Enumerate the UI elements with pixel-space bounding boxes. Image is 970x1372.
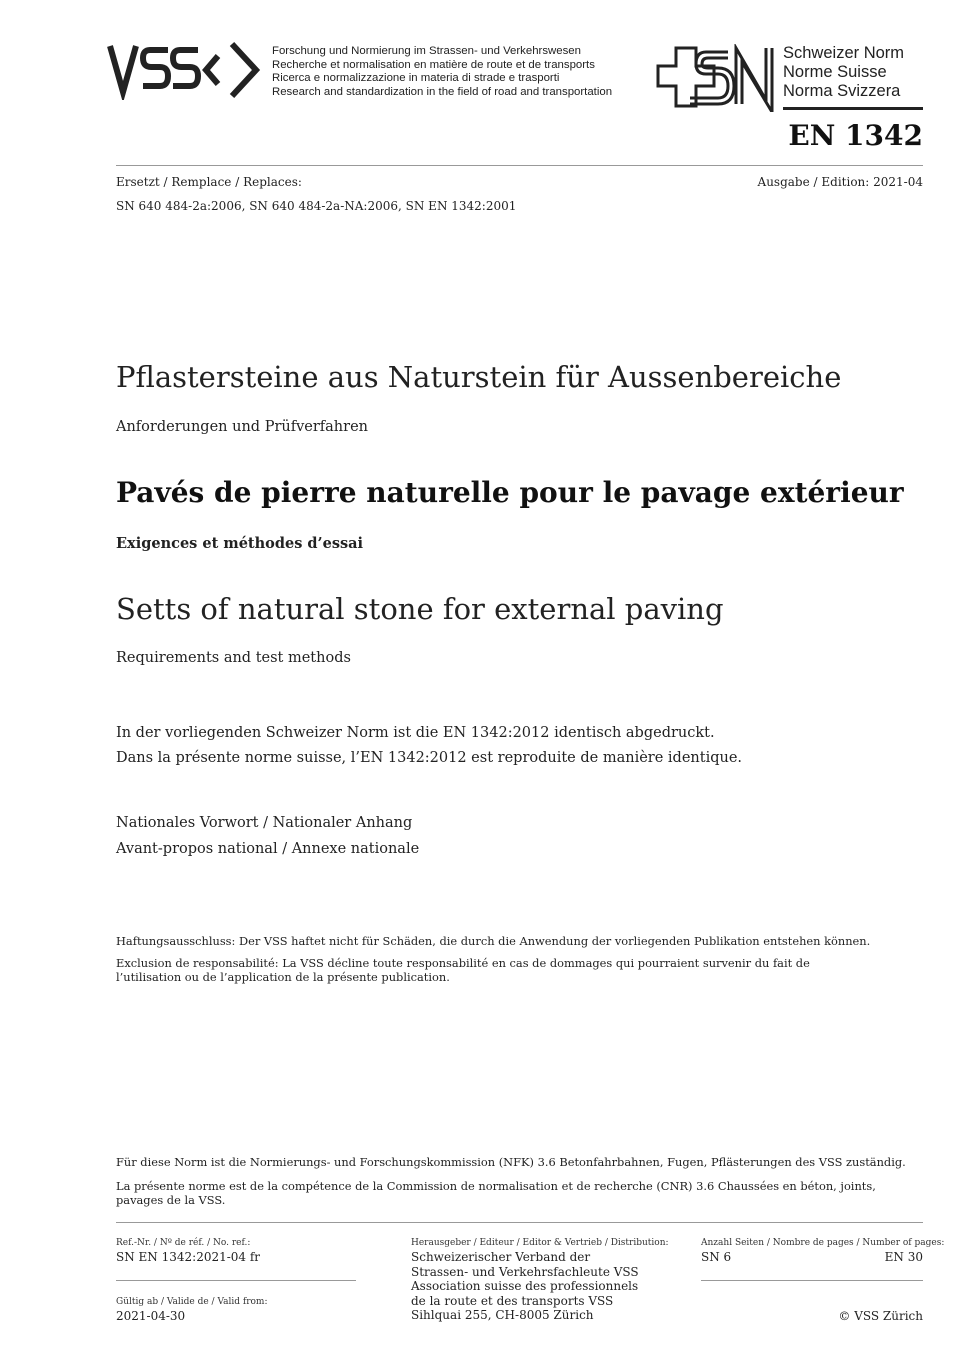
pages-en: EN 30 — [884, 1250, 923, 1264]
tagline-line: Forschung und Normierung im Strassen- und Verkehrswesen — [272, 45, 581, 57]
national-annex-fr: Avant-propos national / Annexe nationale — [116, 841, 420, 857]
title-en: Setts of natural stone for external paving — [116, 592, 724, 626]
tagline-line: Ricerca e normalizzazione in materia di strade e trasporti — [272, 72, 560, 84]
title-fr: Pavés de pierre naturelle pour le pavage extérieur — [116, 476, 904, 509]
sn-name-de: Schweizer Norm — [783, 44, 905, 62]
replaces-label: Ersetzt / Remplace / Replaces: — [116, 175, 302, 189]
pages-divider — [701, 1280, 923, 1281]
tagline-line: Recherche et normalisation en matière de route et de transports — [272, 58, 595, 71]
replaces-list: SN 640 484-2a:2006, SN 640 484-2a-NA:2006, SN EN 1342:2001 — [116, 199, 517, 213]
sn-logo — [656, 44, 780, 112]
disclaimer-de: Haftungsausschluss: Der VSS haftet nicht für Schäden, die durch die Anwendung der vorliegenden Publikation entstehen können. — [116, 934, 871, 948]
valid-from-label: Gültig ab / Valide de / Valid from: — [116, 1297, 268, 1307]
sn-names — [783, 44, 904, 101]
reproduction-note-fr: Dans la présente norme suisse, l’EN 1342:2012 est reproduite de manière identique. — [116, 750, 743, 766]
sn-name-it: Norma Svizzera — [783, 82, 901, 100]
disclaimer-fr: Exclusion de responsabilité: La VSS décline toute responsabilité en cas de dommages qui pourraient survenir du fait de l’utilisation ou de l’application de la présente publication. — [116, 956, 810, 984]
publisher-label: Herausgeber / Editeur / Editor & Vertrieb / Distribution: — [411, 1238, 669, 1248]
pages-sn: SN 6 — [701, 1250, 732, 1264]
ref-label: Ref.-Nr. / Nº de réf. / No. ref.: — [116, 1238, 251, 1248]
committee-de: Für diese Norm ist die Normierungs- und Forschungskommission (NFK) 3.6 Betonfahrbahnen, Fugen, Pflästerungen des VSS zuständig. — [116, 1155, 906, 1169]
national-annex-de: Nationales Vorwort / Nationaler Anhang — [116, 815, 413, 831]
publisher-line: de la route et des transports VSS — [411, 1293, 614, 1308]
vss-logo — [106, 40, 266, 100]
vss-tagline — [272, 45, 612, 99]
header-divider — [116, 165, 923, 166]
publisher-line: Schweizerischer Verband der — [411, 1250, 591, 1264]
copyright: © VSS Zürich — [838, 1309, 923, 1323]
title-de: Pflastersteine aus Naturstein für Aussenbereiche — [116, 360, 842, 394]
valid-from-value: 2021-04-30 — [116, 1309, 186, 1323]
subtitle-fr: Exigences et méthodes d’essai — [116, 535, 364, 552]
sn-name-fr: Norme Suisse — [783, 63, 887, 81]
reproduction-note-de: In der vorliegenden Schweizer Norm ist die EN 1342:2012 identisch abgedruckt. — [116, 725, 715, 741]
publisher-line: Sihlquai 255, CH-8005 Zürich — [411, 1308, 594, 1322]
footer-divider — [116, 1222, 923, 1223]
ref-value: SN EN 1342:2021-04 fr — [116, 1250, 261, 1264]
sn-underline — [783, 107, 923, 110]
subtitle-de: Anforderungen und Prüfverfahren — [116, 419, 368, 435]
publisher-line: Association suisse des professionnels — [411, 1279, 639, 1293]
publisher-line: Strassen- und Verkehrsfachleute VSS — [411, 1264, 639, 1279]
subtitle-en: Requirements and test methods — [116, 650, 351, 666]
tagline-line: Research and standardization in the field of road and transportation — [272, 85, 613, 98]
ref-divider — [116, 1280, 356, 1281]
publisher-address — [411, 1250, 639, 1323]
edition: Ausgabe / Edition: 2021-04 — [757, 175, 923, 189]
pages-label: Anzahl Seiten / Nombre de pages / Number of pages: — [701, 1238, 945, 1248]
committee-fr: La présente norme est de la compétence de la Commission de normalisation et de recherche (CNR) 3.6 Chaussées en béton, joints, pavages de la VSS. — [116, 1179, 876, 1207]
standard-number: EN 1342 — [788, 119, 923, 152]
